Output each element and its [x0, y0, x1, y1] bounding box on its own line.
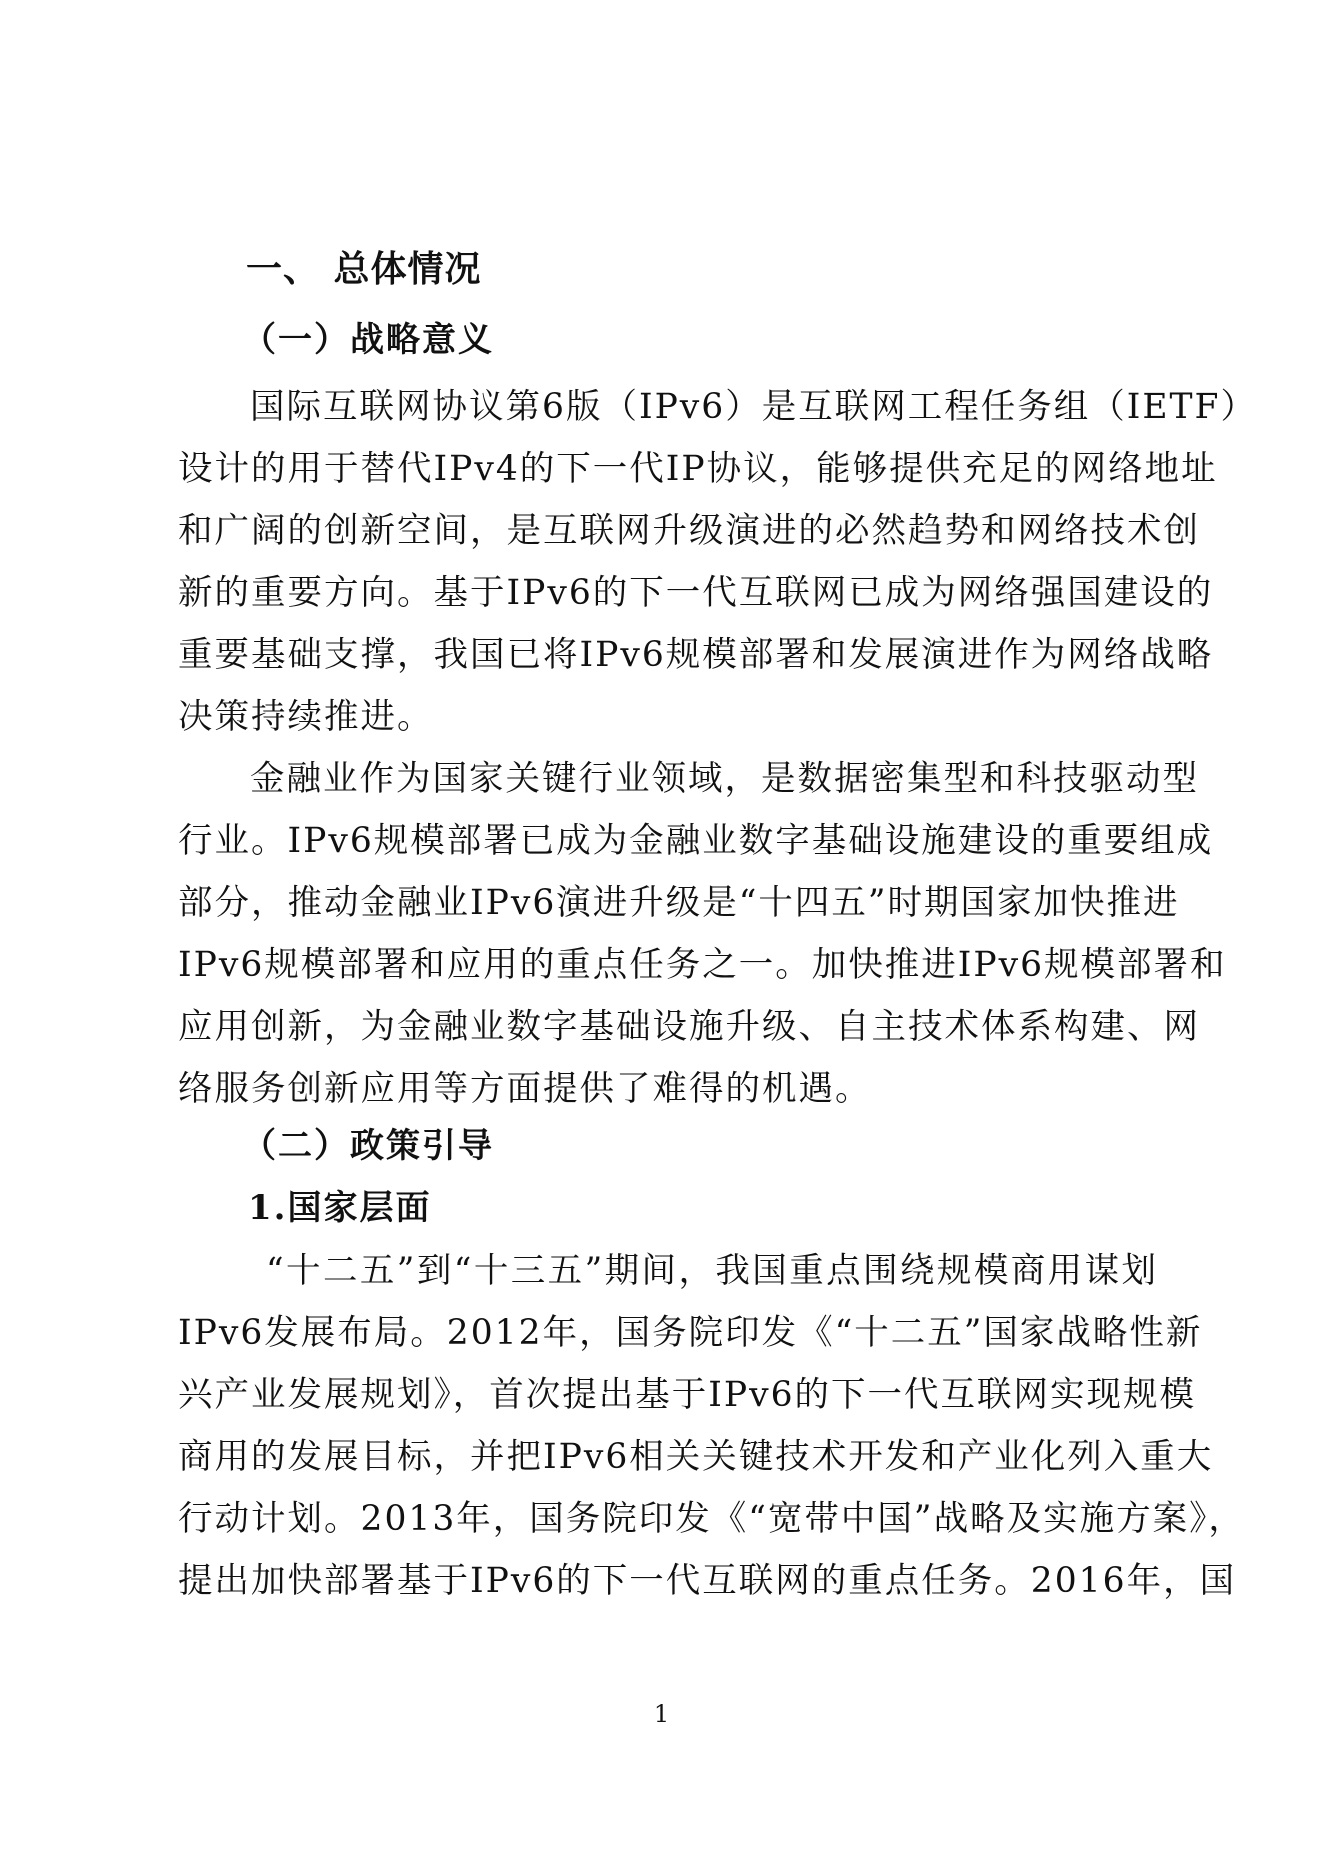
paragraph-line: IPv6发展布局。2012年，国务院印发《“十二五”国家战略性新 — [178, 1313, 1203, 1353]
sub-heading-national-level: 1.国家层面 — [248, 1188, 432, 1228]
paragraph-line: 重要基础支撑，我国已将IPv6规模部署和发展演进作为网络战略 — [178, 635, 1214, 675]
paragraph-line: 行业。IPv6规模部署已成为金融业数字基础设施建设的重要组成 — [178, 821, 1214, 861]
paragraph-line: 应用创新，为金融业数字基础设施升级、自主技术体系构建、网 — [178, 1007, 1200, 1047]
paragraph-line: 行动计划。2013年，国务院印发《“宽带中国”战略及实施方案》， — [178, 1499, 1245, 1539]
paragraph-line: 和广阔的创新空间，是互联网升级演进的必然趋势和网络技术创 — [178, 511, 1200, 551]
paragraph-line: 商用的发展目标，并把IPv6相关关键技术开发和产业化列入重大 — [178, 1437, 1214, 1477]
subsection-heading-strategic-significance: （一）战略意义 — [242, 320, 494, 360]
paragraph-line: 络服务创新应用等方面提供了难得的机遇。 — [178, 1069, 872, 1109]
subsection-heading-policy-guidance: （二）政策引导 — [242, 1126, 494, 1166]
section-heading: 一、 总体情况 — [246, 249, 482, 290]
paragraph-line: 部分，推动金融业IPv6演进升级是“十四五”时期国家加快推进 — [178, 883, 1180, 923]
paragraph-national-policy — [178, 1240, 1245, 1612]
paragraph-line: 决策持续推进。 — [178, 697, 434, 737]
paragraph-ipv6-intro — [178, 376, 1257, 748]
document-body — [178, 234, 1257, 1612]
paragraph-line: 金融业作为国家关键行业领域，是数据密集型和科技驱动型 — [250, 759, 1199, 799]
page-number: 1 — [653, 1700, 670, 1728]
paragraph-finance-industry — [178, 748, 1227, 1120]
paragraph-line: 国际互联网协议第6版（IPv6）是互联网工程任务组（IETF） — [250, 387, 1257, 427]
paragraph-line: “十二五”到“十三五”期间，我国重点围绕规模商用谋划 — [266, 1251, 1158, 1291]
paragraph-line: IPv6规模部署和应用的重点任务之一。加快推进IPv6规模部署和 — [178, 945, 1227, 985]
paragraph-line: 设计的用于替代IPv4的下一代IP协议，能够提供充足的网络地址 — [178, 449, 1218, 489]
paragraph-line: 新的重要方向。基于IPv6的下一代互联网已成为网络强国建设的 — [178, 573, 1214, 613]
paragraph-line: 兴产业发展规划》，首次提出基于IPv6的下一代互联网实现规模 — [178, 1375, 1197, 1415]
paragraph-line: 提出加快部署基于IPv6的下一代互联网的重点任务。2016年，国 — [178, 1561, 1237, 1601]
